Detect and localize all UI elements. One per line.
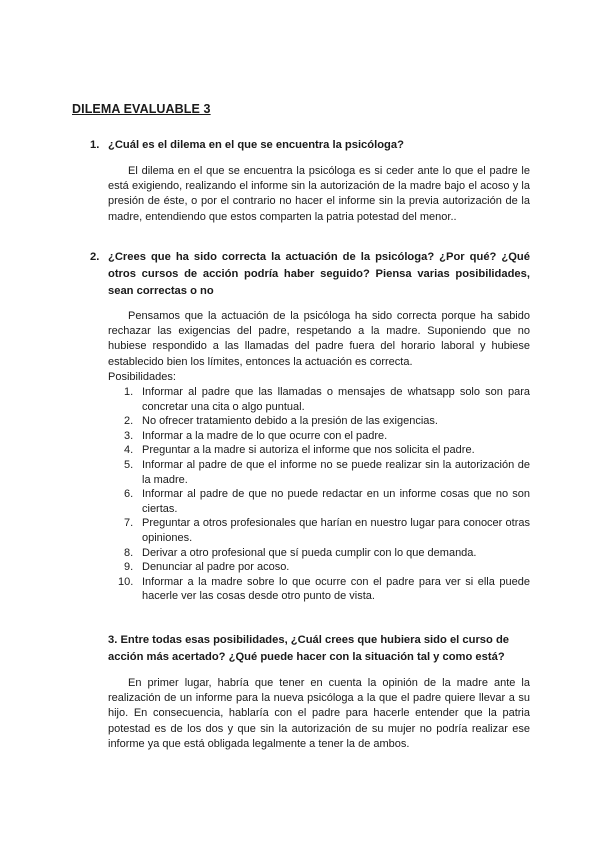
list-item-text: Informar al padre que las llamadas o mensajes de whatsapp solo son para concretar una cita o algo puntual. xyxy=(142,386,530,413)
list-item-number: 9. xyxy=(124,561,134,574)
list-item xyxy=(108,487,530,516)
list-item-number: 7. xyxy=(124,517,134,530)
question-2 xyxy=(90,249,530,300)
list-item xyxy=(108,443,530,458)
list-item xyxy=(108,516,530,545)
list-item xyxy=(108,546,530,561)
list-item-text: Informar al padre de que el informe no se puede realizar sin la autorización de la madre. xyxy=(142,458,530,486)
question-3 xyxy=(108,632,530,666)
list-item-text: Preguntar a la madre si autoriza el informe que nos solicita el padre. xyxy=(142,444,475,457)
list-item-number: 5. xyxy=(124,458,134,471)
answer-1: El dilema en el que se encuentra la psicóloga es si ceder ante lo que el padre le está exigiendo, realizando el informe sin la autorización de la madre bajo el acoso y la presión de éste, o por el contrario no hacer el informe sin la previa autorización de la madre, entendiendo que estos comparten la patria potestad del menor.. xyxy=(108,165,530,223)
answer-2: Pensamos que la actuación de la psicóloga ha sido correcta porque ha sabido rechazar las exigencias del padre, respetando a la madre. Suponiendo que no hubiese respondido a las llamadas del padre fuera del horario laboral y hubiese establecido bien los límites, entonces la actuación es correcta. xyxy=(108,310,530,368)
list-item xyxy=(108,414,530,429)
list-item-number: 4. xyxy=(124,444,134,457)
list-item-text: No ofrecer tratamiento debido a la presión de las exigencias. xyxy=(142,415,438,428)
list-item-text: Informar a la madre de lo que ocurre con el padre. xyxy=(142,429,388,442)
possibilities-list xyxy=(108,385,530,604)
question-3-text: 3. Entre todas esas posibilidades, ¿Cuál crees que hubiera sido el curso de acción más acertado? ¿Qué puede hacer con la situación tal y como está? xyxy=(108,634,510,663)
question-2-number: 2. xyxy=(90,251,100,263)
answer-3: En primer lugar, habría que tener en cuenta la opinión de la madre ante la realización de un informe para la nueva psicóloga a la que el padre quiere llevar a su hijo. En consecuencia, hablaría con el padre para hacerle entender que la patria potestad es de los dos y que sin la autorización de su mujer no podría realizar ese informe ya que está obligada legalmente a tener la de ambos. xyxy=(108,677,530,750)
list-item xyxy=(108,429,530,444)
list-item-number: 1. xyxy=(124,386,134,398)
list-item-text: Informar a la madre sobre lo que ocurre con el padre para ver si ella puede hacerle ver las cosas desde otro punto de vista. xyxy=(142,575,530,603)
list-item-number: 8. xyxy=(124,546,134,559)
document-title: DILEMA EVALUABLE 3 xyxy=(72,102,211,116)
list-item-text: Informar al padre de que no puede redactar en un informe cosas que no son ciertas. xyxy=(142,488,530,515)
list-item xyxy=(108,575,530,604)
question-1-number: 1. xyxy=(90,139,100,151)
possibilities-label: Posibilidades: xyxy=(108,371,176,383)
list-item xyxy=(108,385,530,414)
list-item-number: 2. xyxy=(124,415,134,428)
list-item-number: 6. xyxy=(124,488,134,501)
list-item xyxy=(108,560,530,575)
list-item-text: Derivar a otro profesional que sí pueda cumplir con lo que demanda. xyxy=(142,546,477,559)
list-item-text: Preguntar a otros profesionales que harían en nuestro lugar para conocer otras opiniones. xyxy=(142,517,530,544)
question-1 xyxy=(90,137,530,154)
list-item-number: 3. xyxy=(124,429,134,442)
question-1-text: ¿Cuál es el dilema en el que se encuentra la psicóloga? xyxy=(108,139,404,151)
list-item-text: Denunciar al padre por acoso. xyxy=(142,561,290,574)
list-item-number: 10. xyxy=(118,575,134,588)
list-item xyxy=(108,458,530,487)
question-2-text: ¿Crees que ha sido correcta la actuación de la psicóloga? ¿Por qué? ¿Qué otros cursos de acción podría haber seguido? Piensa varias posibilidades, sean correctas o no xyxy=(108,251,530,297)
